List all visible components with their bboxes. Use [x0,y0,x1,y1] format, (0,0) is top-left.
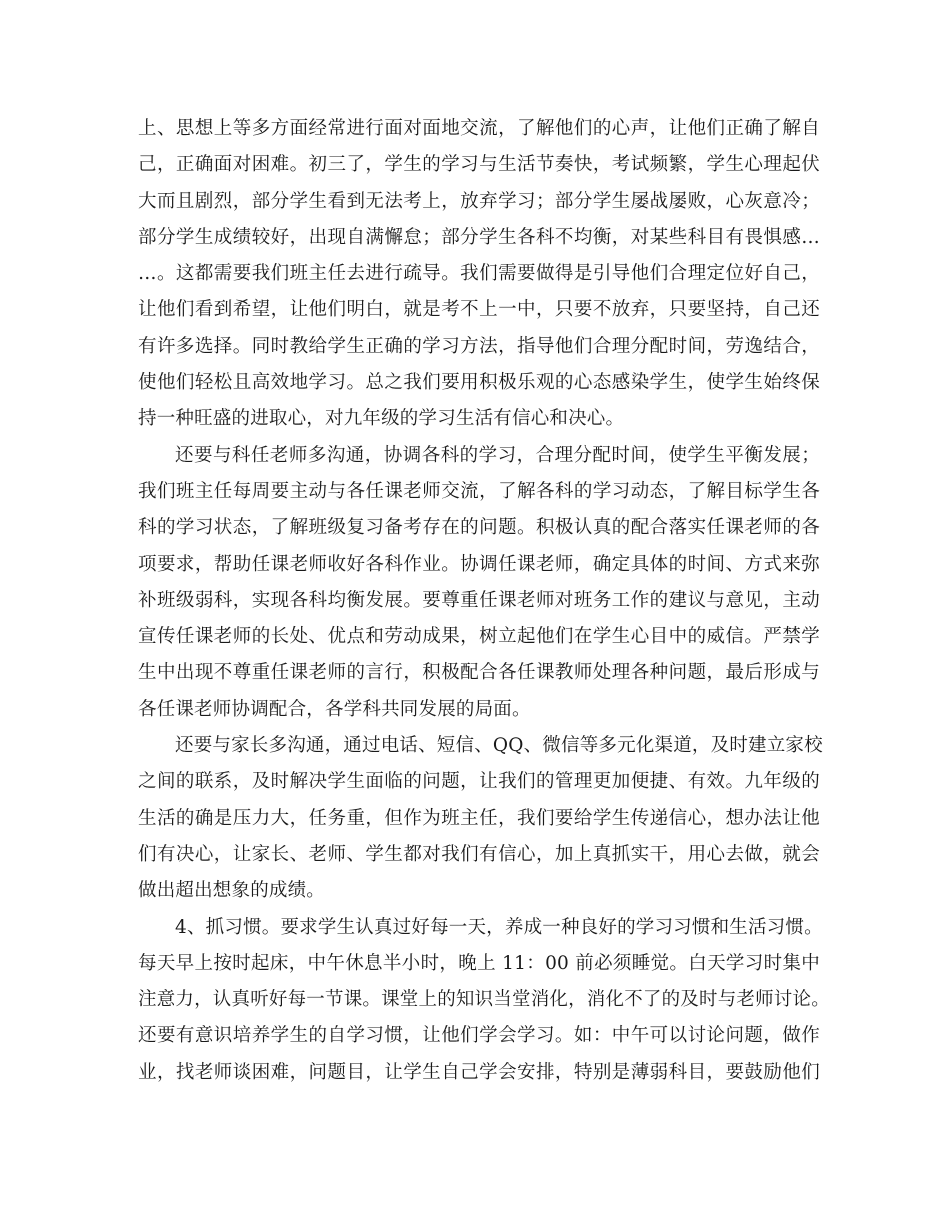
document-body-text [138,111,830,1091]
text-line: 己，正确面对困难。初三了，学生的学习与生活节奏快，考试频繁，学生心理起伏 [138,154,820,176]
text-line: 让他们看到希望，让他们明白，就是考不上一中，只要不放弃，只要坚持，自己还 [138,299,820,321]
text-line: 我们班主任每周要主动与各任课老师交流，了解各科的学习动态，了解目标学生各 [138,480,820,502]
text-line: 业，找老师谈困难，问题目，让学生自己学会安排，特别是薄弱科目，要鼓励他们 [138,1061,820,1083]
text-line: 还要与科任老师多沟通，协调各科的学习，合理分配时间，使学生平衡发展； [175,444,820,466]
text-line: 生中出现不尊重任课老师的言行，积极配合各任课教师处理各种问题，最后形成与 [138,662,820,684]
text-line: 之间的联系，及时解决学生面临的问题，让我们的管理更加便捷、有效。九年级的 [138,771,820,793]
text-line: 宣传任课老师的长处、优点和劳动成果，树立起他们在学生心目中的威信。严禁学 [138,626,820,648]
text-line: 还要有意识培养学生的自学习惯，让他们学会学习。如：中午可以讨论问题，做作 [138,1025,820,1047]
text-line: 4、抓习惯。要求学生认真过好每一天，养成一种良好的学习习惯和生活习惯。 [175,916,823,938]
text-line: 持一种旺盛的进取心，对九年级的学习生活有信心和决心。 [138,408,625,430]
text-line: 大而且剧烈，部分学生看到无法考上，放弃学习；部分学生屡战屡败，心灰意冷； [138,190,820,212]
text-line: 上、思想上等多方面经常进行面对面地交流，了解他们的心声，让他们正确了解自 [138,118,820,139]
text-line: 使他们轻松且高效地学习。总之我们要用积极乐观的心态感染学生，使学生始终保 [138,372,820,394]
text-line: 补班级弱科，实现各科均衡发展。要尊重任课老师对班务工作的建议与意见，主动 [138,589,820,611]
text-line: 还要与家长多沟通，通过电话、短信、QQ、微信等多元化渠道，及时建立家校 [175,735,823,757]
text-line: 注意力，认真听好每一节课。课堂上的知识当堂消化，消化不了的及时与老师讨论。 [138,989,830,1011]
text-line: 各任课老师协调配合，各学科共同发展的局面。 [138,698,531,720]
text-line: 们有决心，让家长、老师、学生都对我们有信心，加上真抓实干，用心去做，就会 [138,843,820,865]
text-line: …。这都需要我们班主任去进行疏导。我们需要做得是引导他们合理定位好自己， [138,263,820,285]
text-line: 科的学习状态，了解班级复习备考存在的问题。积极认真的配合落实任课老师的各 [138,517,820,539]
text-line: 做出超出想象的成绩。 [138,880,326,902]
text-line: 部分学生成绩较好，出现自满懈怠；部分学生各科不均衡，对某些科目有畏惧感… [138,226,820,248]
text-line: 每天早上按时起床，中午休息半小时，晚上 11：00 前必须睡觉。白天学习时集中 [138,952,820,974]
text-line: 项要求，帮助任课老师收好各科作业。协调任课老师，确定具体的时间、方式来弥 [138,553,820,575]
text-line: 生活的确是压力大，任务重，但作为班主任，我们要给学生传递信心，想办法让他 [138,807,820,829]
text-line: 有许多选择。同时教给学生正确的学习方法，指导他们合理分配时间，劳逸结合， [138,335,820,357]
